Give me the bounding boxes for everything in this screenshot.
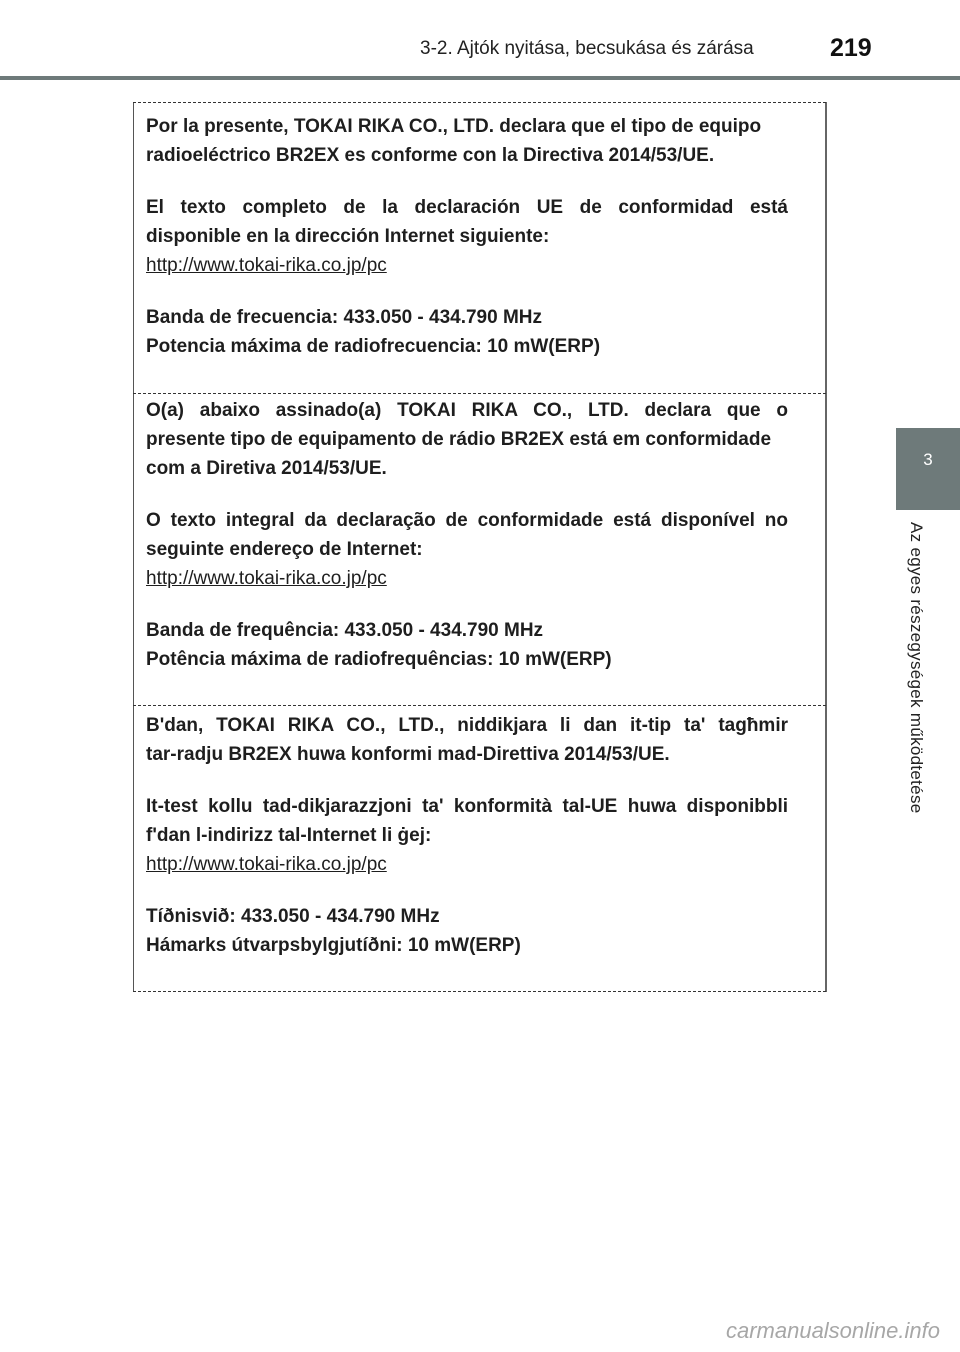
divider-top bbox=[133, 102, 826, 103]
paragraph-line: tar-radju BR2EX huwa konformi mad-Direttiva 2014/53/UE. bbox=[146, 744, 670, 765]
declaration-spanish bbox=[146, 112, 788, 361]
frequency-band: Tíðnisvið: 433.050 - 434.790 MHz bbox=[146, 906, 440, 927]
paragraph-line: f'dan l-indirizz tal-Internet li ġej: bbox=[146, 825, 432, 846]
paragraph-line: Por la presente, TOKAI RIKA CO., LTD. declara que el tipo de equipo bbox=[146, 116, 762, 137]
paragraph-line: O(a) abaixo assinado(a) TOKAI RIKA CO., LTD. declara que o bbox=[146, 400, 788, 421]
header-rule bbox=[0, 76, 960, 80]
paragraph-line: B'dan, TOKAI RIKA CO., LTD., niddikjara li dan it-tip ta' tagħmir bbox=[146, 715, 788, 736]
chapter-label: Az egyes részegységek működtetése bbox=[907, 522, 926, 814]
declaration-portuguese bbox=[146, 396, 788, 674]
max-power: Hámarks útvarpsbylgjutíðni: 10 mW(ERP) bbox=[146, 935, 521, 956]
declaration-maltese bbox=[146, 711, 788, 960]
paragraph-line: disponible en la dirección Internet siguiente: bbox=[146, 226, 550, 247]
paragraph-line: presente tipo de equipamento de rádio BR2EX está em conformidade bbox=[146, 429, 772, 450]
website-link[interactable]: http://www.tokai-rika.co.jp/pc bbox=[146, 568, 387, 589]
page-number: 219 bbox=[830, 34, 872, 62]
paragraph-line: O texto integral da declaração de conformidade está disponível no bbox=[146, 510, 788, 531]
paragraph-line: It-test kollu tad-dikjarazzjoni ta' konformità tal-UE huwa disponibbli bbox=[146, 796, 788, 817]
chapter-tab bbox=[896, 428, 960, 510]
website-link[interactable]: http://www.tokai-rika.co.jp/pc bbox=[146, 255, 387, 276]
paragraph-line: com a Diretiva 2014/53/UE. bbox=[146, 458, 387, 479]
frequency-band: Banda de frecuencia: 433.050 - 434.790 MHz bbox=[146, 307, 543, 328]
divider-2 bbox=[133, 705, 826, 706]
max-power: Potencia máxima de radiofrecuencia: 10 mW(ERP) bbox=[146, 336, 601, 357]
paragraph-line: El texto completo de la declaración UE de conformidad está bbox=[146, 197, 788, 218]
website-link[interactable]: http://www.tokai-rika.co.jp/pc bbox=[146, 854, 387, 875]
watermark: carmanualsonline.info bbox=[725, 1318, 940, 1343]
max-power: Potência máxima de radiofrequências: 10 mW(ERP) bbox=[146, 649, 612, 670]
chapter-number: 3 bbox=[923, 450, 933, 469]
paragraph-line: radioeléctrico BR2EX es conforme con la Directiva 2014/53/UE. bbox=[146, 145, 715, 166]
paragraph-line: seguinte endereço de Internet: bbox=[146, 539, 423, 560]
divider-bottom bbox=[133, 991, 826, 992]
frequency-band: Banda de frequência: 433.050 - 434.790 MHz bbox=[146, 620, 544, 641]
section-title: 3-2. Ajtók nyitása, becsukása és zárása bbox=[420, 38, 754, 59]
divider-1 bbox=[133, 393, 826, 394]
